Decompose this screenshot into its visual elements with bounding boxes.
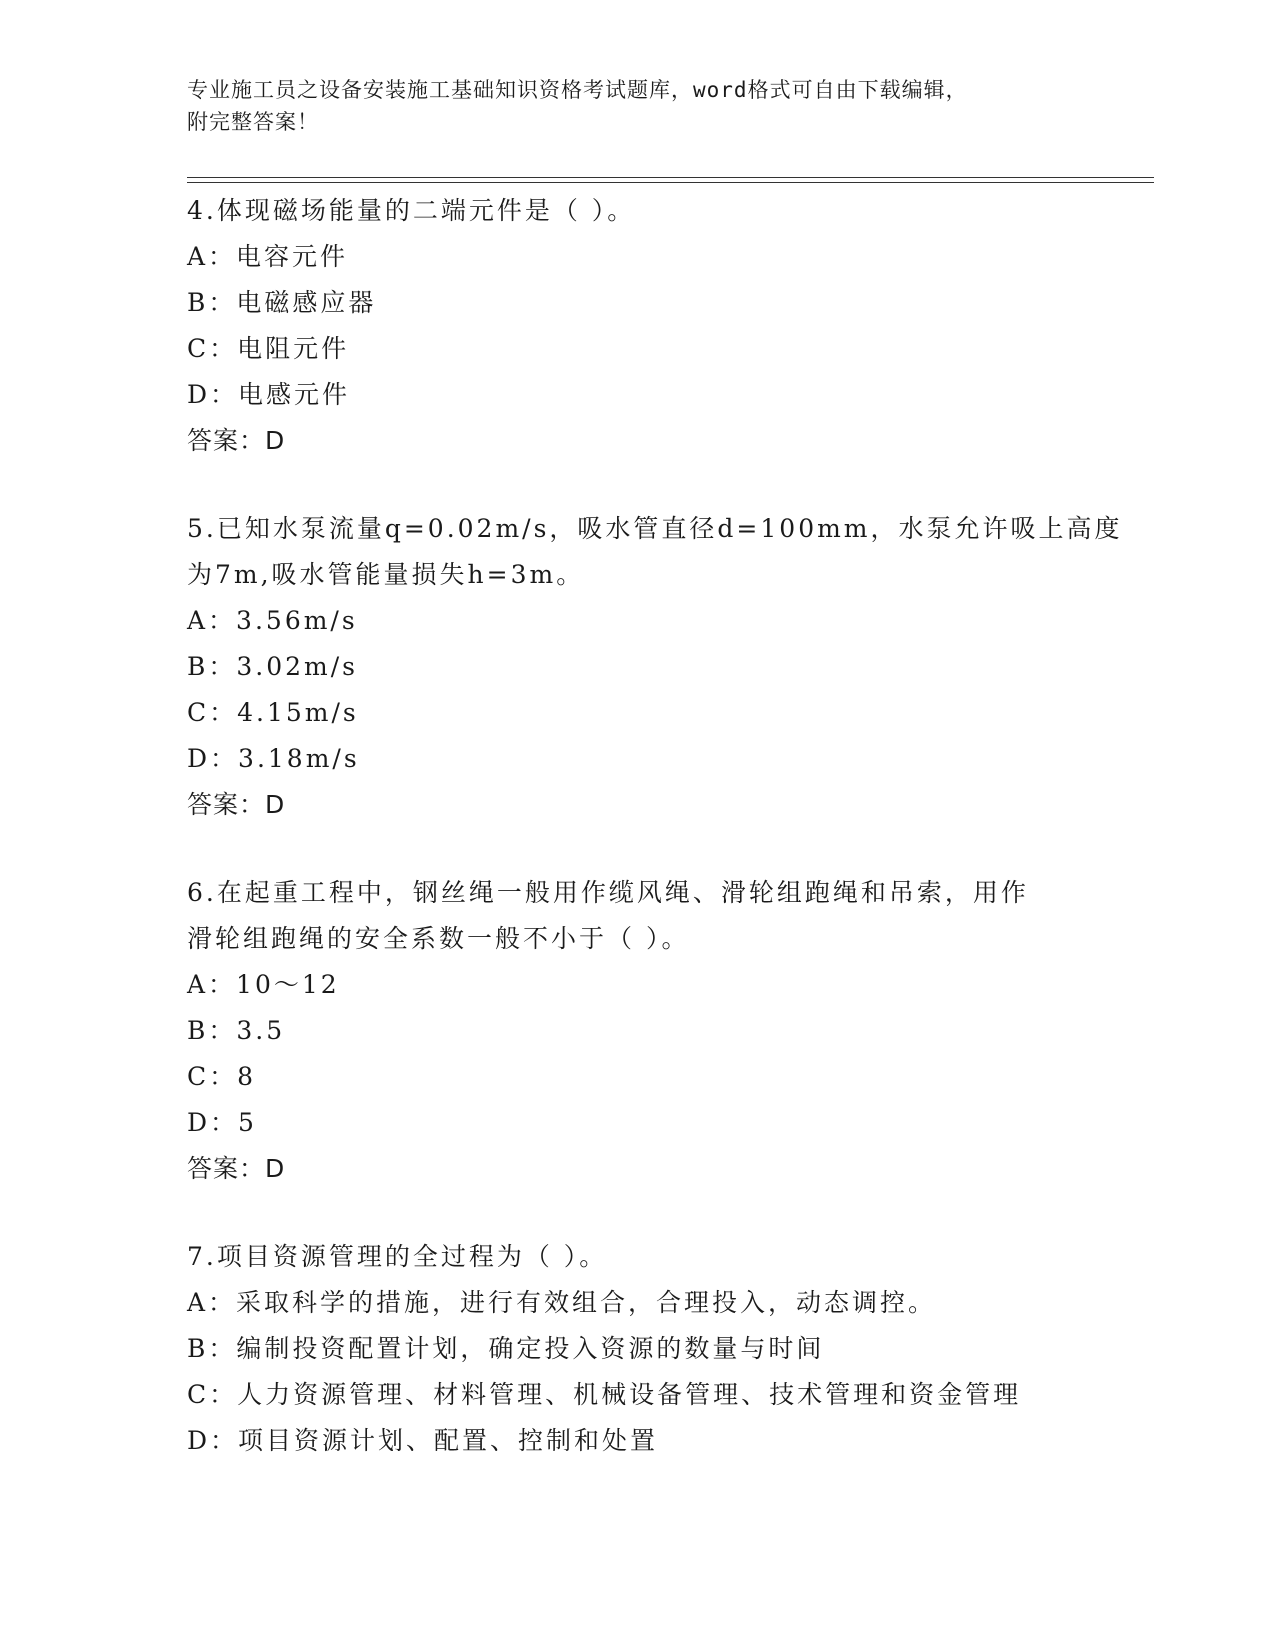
option-b: B：3.02m/s (187, 652, 358, 681)
question-5 (187, 506, 1123, 828)
question-7 (187, 1234, 1087, 1464)
option-c: C：8 (187, 1062, 257, 1091)
answer-text: 答案：D (187, 426, 286, 455)
answer-text: 答案：D (187, 790, 286, 819)
question-stem-continued: 为7m,吸水管能量损失h=3m。 (187, 560, 585, 589)
answer-text: 答案：D (187, 1154, 286, 1183)
option-a: A：电容元件 (187, 242, 349, 271)
document-header (187, 74, 1067, 138)
option-d: D：3.18m/s (187, 744, 360, 773)
option-a: A：3.56m/s (187, 606, 358, 635)
question-stem: 4.体现磁场能量的二端元件是（ ）。 (187, 196, 636, 225)
option-c: C：人力资源管理、材料管理、机械设备管理、技术管理和资金管理 (187, 1380, 1022, 1409)
option-b: B：电磁感应器 (187, 288, 377, 317)
header-divider-bottom (187, 182, 1154, 183)
option-d: D：5 (187, 1108, 257, 1137)
question-list (187, 188, 1123, 1464)
header-line-2: 附完整答案！ (187, 110, 319, 134)
header-divider-top (187, 177, 1154, 178)
question-stem: 7.项目资源管理的全过程为（ ）。 (187, 1242, 608, 1271)
option-d: D：项目资源计划、配置、控制和处置 (187, 1426, 659, 1455)
option-b: B：3.5 (187, 1016, 286, 1045)
question-4 (187, 188, 1087, 464)
question-stem: 5.已知水泵流量q=0.02m/s，吸水管直径d=100mm，水泵允许吸上高度 (187, 514, 1123, 543)
question-6 (187, 870, 1087, 1192)
option-d: D：电感元件 (187, 380, 351, 409)
option-c: C：电阻元件 (187, 334, 350, 363)
option-a: A：10～12 (187, 970, 340, 999)
option-a: A：采取科学的措施，进行有效组合，合理投入，动态调控。 (187, 1288, 937, 1317)
option-b: B：编制投资配置计划，确定投入资源的数量与时间 (187, 1334, 825, 1363)
question-stem-continued: 滑轮组跑绳的安全系数一般不小于（ ）。 (187, 924, 690, 953)
option-c: C：4.15m/s (187, 698, 359, 727)
question-stem: 6.在起重工程中，钢丝绳一般用作缆风绳、滑轮组跑绳和吊索，用作 (187, 878, 1029, 907)
header-line-1: 专业施工员之设备安装施工基础知识资格考试题库，word格式可自由下载编辑， (187, 78, 968, 102)
